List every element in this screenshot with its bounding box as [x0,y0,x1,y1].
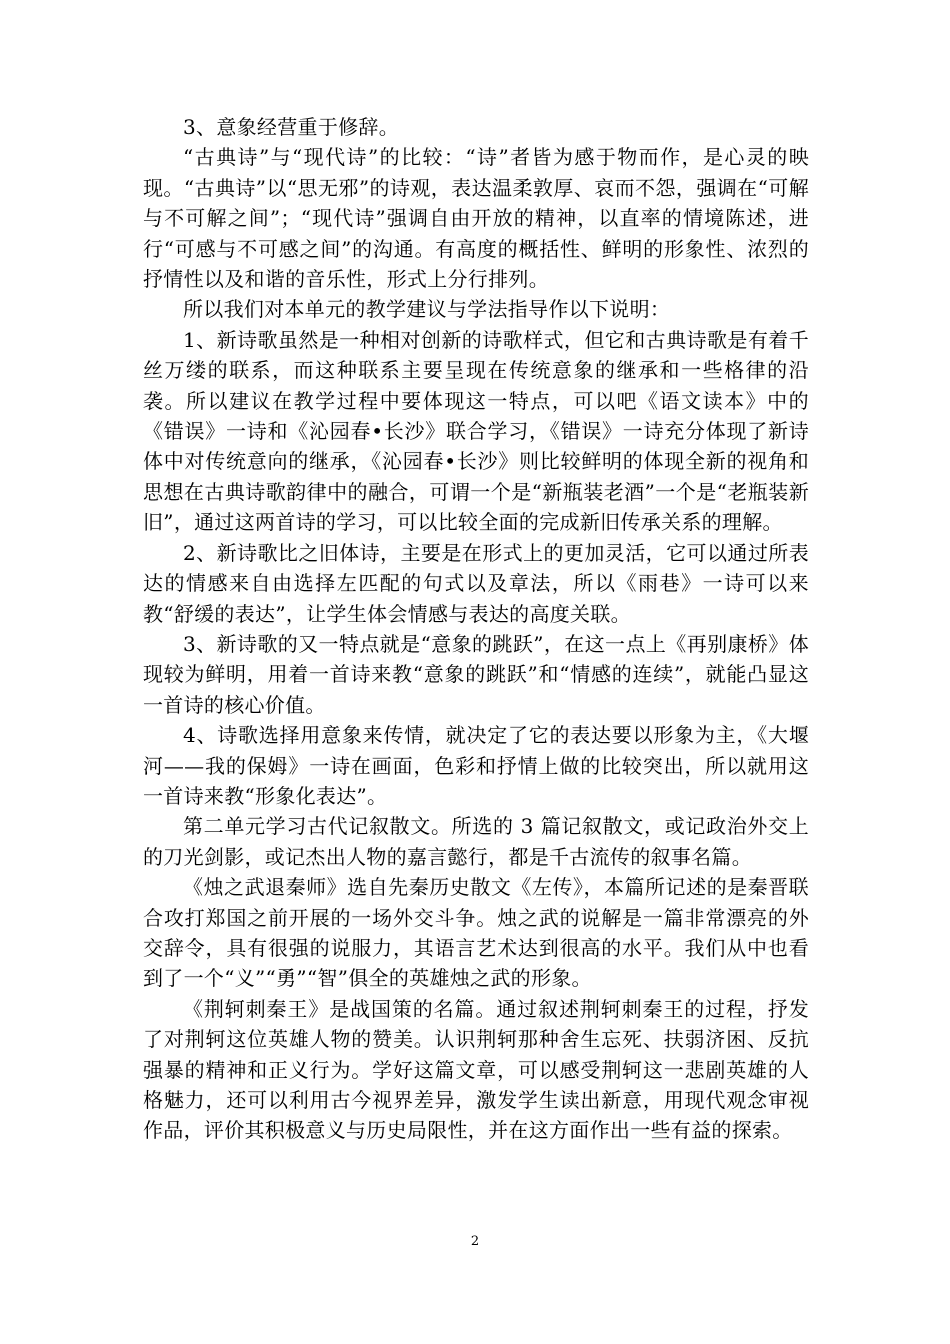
paragraph: 4、诗歌选择用意象来传情，就决定了它的表达要以形象为主，《大堰河——我的保姆》一诗在画面，色彩和抒情上做的比较突出，所以就用这一首诗来教“形象化表达”。 [143,723,809,808]
paragraph: 2、新诗歌比之旧体诗，主要是在形式上的更加灵活，它可以通过所表达的情感来自由选择左匹配的句式以及章法，所以《雨巷》一诗可以来教“舒缓的表达”，让学生体会情感与表达的高度关联。 [143,540,809,626]
paragraph: “古典诗”与“现代诗”的比较：“诗”者皆为感于物而作，是心灵的映现。“古典诗”以“思无邪”的诗观，表达温柔敦厚、哀而不怨，强调在“可解与不可解之间”；“现代诗”强调自由开放的精神，以直率的情境陈述，进行“可感与不可感之间”的沟通。有高度的概括性、鲜明的形象性、浓烈的抒情性以及和谐的音乐性，形式上分行排列。 [143,145,809,292]
paragraph: 所以我们对本单元的教学建议与学法指导作以下说明： [183,297,671,322]
paragraph: 3、新诗歌的又一特点就是“意象的跳跃”，在这一点上《再别康桥》体现较为鲜明，用着一首诗来教“意象的跳跃”和“情感的连续”，就能凸显这一首诗的核心价值。 [143,631,809,717]
paragraph: 第二单元学习古代记叙散文。所选的 3 篇记叙散文，或记政治外交上的刀光剑影，或记杰出人物的嘉言懿行，都是千古流传的叙事名篇。 [143,814,809,869]
paragraph: 3、意象经营重于修辞。 [183,115,400,139]
paragraph: 《烛之武退秦师》选自先秦历史散文《左传》，本篇所记述的是秦晋联合攻打郑国之前开展的一场外交斗争。烛之武的说解是一篇非常漂亮的外交辞令，具有很强的说服力，其语言艺术达到很高的水平。我们从中也看到了一个“义”“勇”“智”俱全的英雄烛之武的形象。 [143,875,809,991]
paragraph: 《荆轲刺秦王》是战国策的名篇。通过叙述荆轲刺秦王的过程，抒发了对荆轲这位英雄人物的赞美。认识荆轲那种舍生忘死、扶弱济困、反抗强暴的精神和正义行为。学好这篇文章，可以感受荆轲这一悲剧英雄的人格魅力，还可以利用古今视界差异，激发学生读出新意，用现代观念审视作品，评价其积极意义与历史局限性，并在这方面作出一些有益的探索。 [143,996,809,1143]
page-number: 2 [470,1234,480,1249]
paragraph: 1、新诗歌虽然是一种相对创新的诗歌样式，但它和古典诗歌是有着千丝万缕的联系，而这种联系主要呈现在传统意象的继承和一些格律的沿袭。所以建议在教学过程中要体现这一特点，可以吧《语文读本》中的《错误》一诗和《沁园春•长沙》联合学习，《错误》一诗充分体现了新诗体中对传统意向的继承，《沁园春•长沙》则比较鲜明的体现全新的视角和思想在古典诗歌韵律中的融合，可谓一个是“新瓶装老酒”一个是“老瓶装新旧”，通过这两首诗的学习，可以比较全面的完成新旧传承关系的理解。 [143,327,809,535]
document-body [143,112,809,1146]
